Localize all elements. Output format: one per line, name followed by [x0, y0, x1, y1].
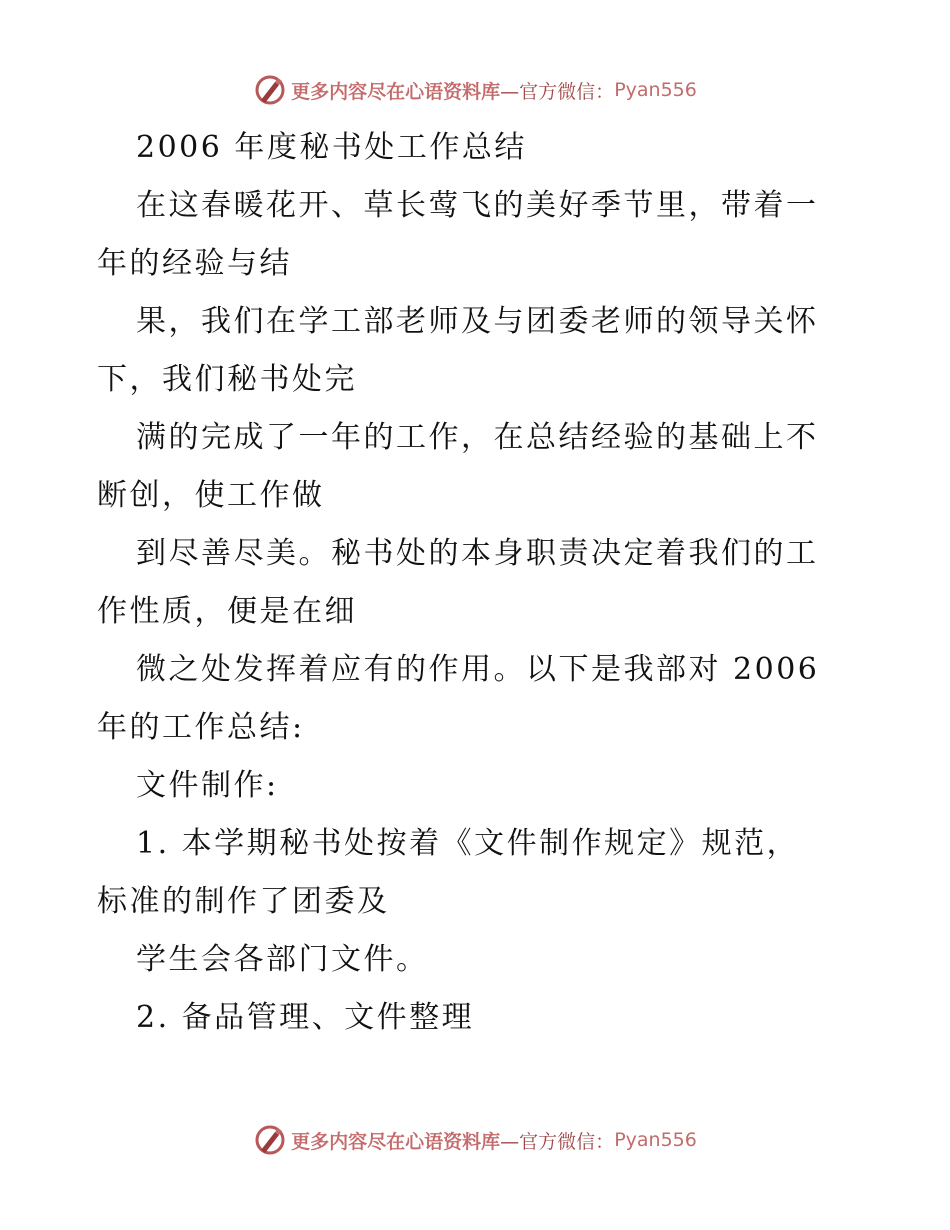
section-heading: 文件制作:	[136, 768, 279, 803]
list-item-line: 1. 本学期秘书处按着《文件制作规定》规范，	[136, 826, 800, 861]
paragraph-line: 微之处发挥着应有的作用。以下是我部对 2006	[136, 652, 820, 687]
header-watermark-text: 更多内容尽在心语资料库	[291, 80, 501, 103]
list-item-line: 学生会各部门文件。	[136, 942, 429, 977]
header-watermark-wechat-label: —官方微信：	[500, 80, 615, 103]
paragraph-line: 果，我们在学工部老师及与团委老师的领导关怀	[136, 304, 819, 339]
paragraph-line: 作性质，便是在细	[97, 594, 357, 629]
paragraph-line: 在这春暖花开、草长莺飞的美好季节里，带着一	[136, 188, 819, 223]
footer-watermark-text: 更多内容尽在心语资料库	[291, 1130, 501, 1153]
header-watermark	[0, 70, 950, 110]
paragraph-line: 年的经验与结	[97, 246, 292, 281]
footer-watermark-wechat-label: —官方微信：	[500, 1130, 615, 1153]
paragraph-line: 断创，使工作做	[97, 478, 325, 513]
list-item-line: 标准的制作了团委及	[97, 884, 390, 919]
header-watermark-wechat-id: Pyan556	[614, 79, 697, 101]
paragraph-line: 到尽善尽美。秘书处的本身职责决定着我们的工	[136, 536, 819, 571]
document-title: 2006 年度秘书处工作总结	[136, 130, 527, 165]
footer-watermark	[0, 1120, 950, 1160]
footer-watermark-wechat-id: Pyan556	[614, 1129, 697, 1151]
paragraph-line: 满的完成了一年的工作，在总结经验的基础上不	[136, 420, 819, 455]
paragraph-line: 年的工作总结:	[97, 710, 305, 745]
pen-logo-icon	[253, 73, 287, 107]
pen-logo-icon	[253, 1123, 287, 1157]
paragraph-line: 下，我们秘书处完	[97, 362, 357, 397]
list-item-line: 2. 备品管理、文件整理	[136, 1000, 475, 1035]
